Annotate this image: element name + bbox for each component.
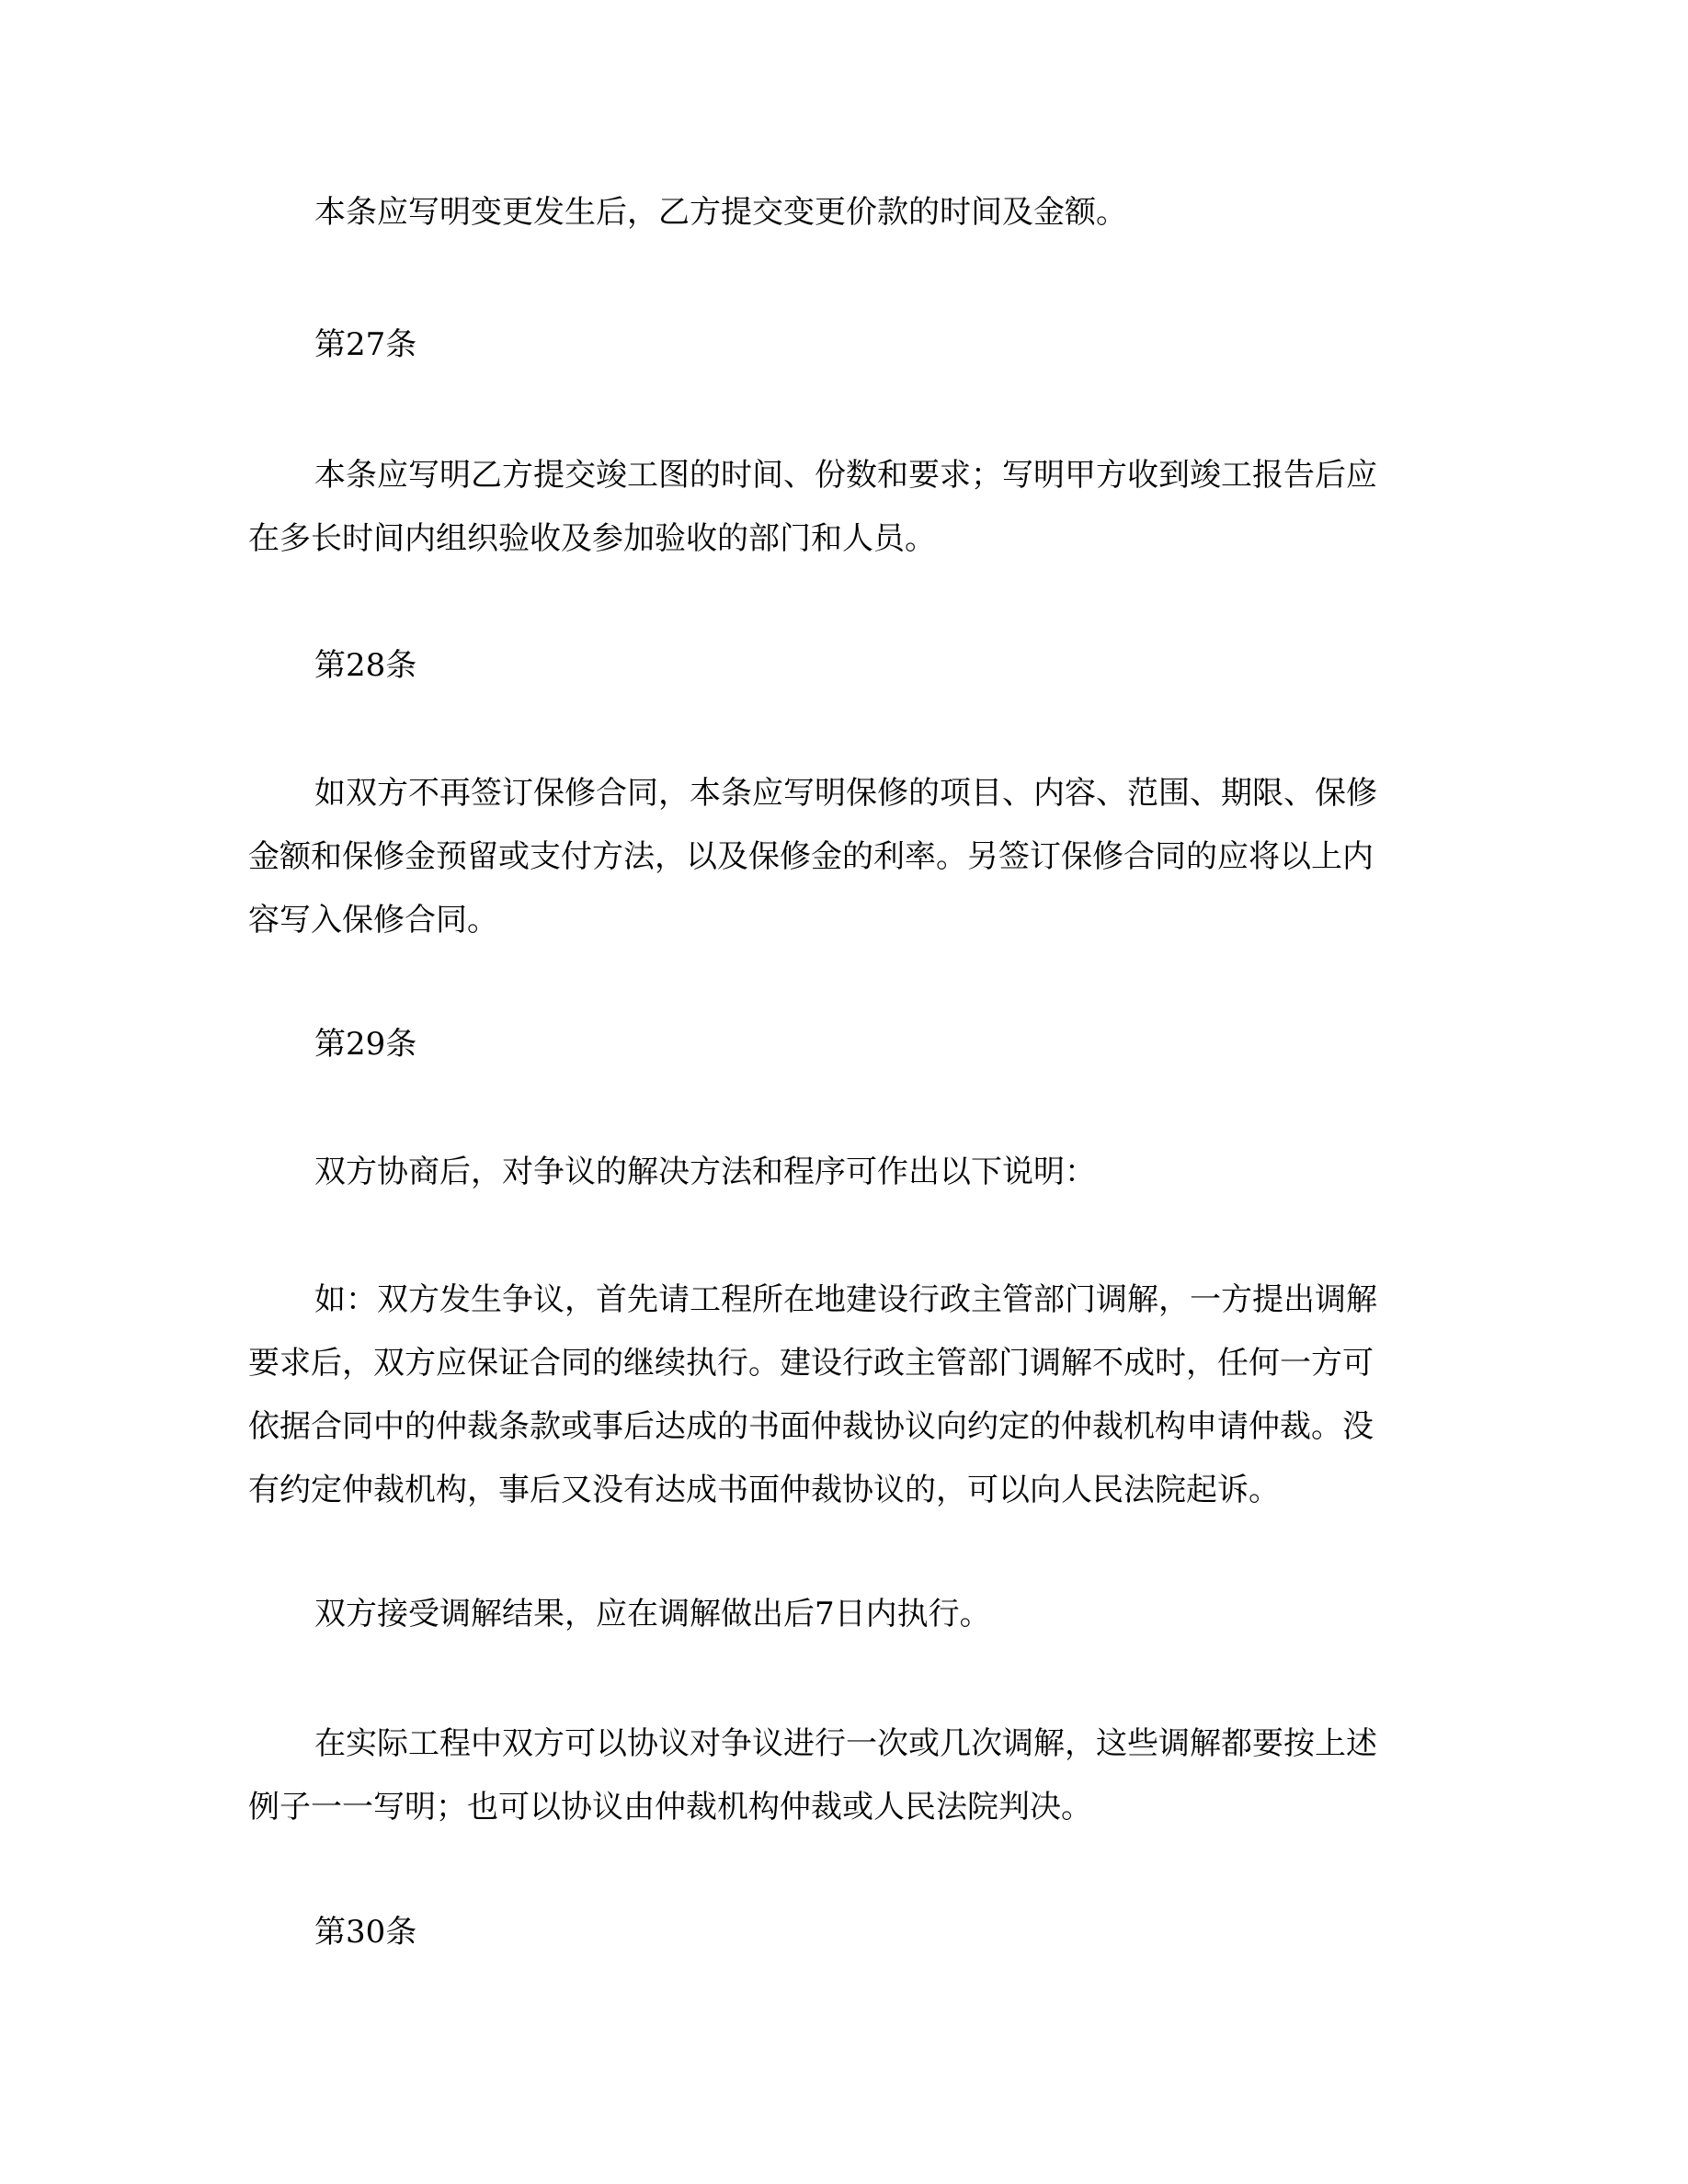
text-line: 双方接受调解结果，应在调解做出后7日内执行。: [314, 1596, 991, 1632]
paragraph-mediation-practice: [248, 1712, 1434, 1839]
text-line: 有约定仲裁机构，事后又没有达成书面仲裁协议的，可以向人民法院起诉。: [248, 1472, 1280, 1508]
paragraph-change-price: [248, 181, 1434, 245]
text-line: 本条应写明变更发生后，乙方提交变更价款的时间及金额。: [314, 194, 1127, 231]
article-heading-29: [248, 1013, 1434, 1076]
text-line: 第28条: [314, 647, 417, 684]
paragraph-mediation-result: [248, 1583, 1434, 1646]
text-line: 如双方不再签订保修合同，本条应写明保修的项目、内容、范围、期限、保修: [314, 775, 1377, 812]
article-heading-30: [248, 1901, 1434, 1964]
text-line: 例子一一写明；也可以协议由仲裁机构仲裁或人民法院判决。: [248, 1789, 1092, 1826]
text-line: 本条应写明乙方提交竣工图的时间、份数和要求；写明甲方收到竣工报告后应: [314, 457, 1377, 494]
text-line: 在多长时间内组织验收及参加验收的部门和人员。: [248, 520, 936, 557]
text-line: 金额和保修金预留或支付方法，以及保修金的利率。另签订保修合同的应将以上内: [248, 838, 1374, 875]
text-line: 如：双方发生争议，首先请工程所在地建设行政主管部门调解，一方提出调解: [314, 1281, 1377, 1318]
text-line: 第27条: [314, 326, 417, 363]
article-heading-27: [248, 313, 1434, 377]
text-line: 双方协商后，对争议的解决方法和程序可作出以下说明：: [314, 1154, 1096, 1190]
text-line: 第29条: [314, 1026, 417, 1063]
text-line: 在实际工程中双方可以协议对争议进行一次或几次调解，这些调解都要按上述: [314, 1725, 1377, 1762]
text-line: 要求后，双方应保证合同的继续执行。建设行政主管部门调解不成时，任何一方可: [248, 1345, 1374, 1382]
paragraph-completion-drawings: [248, 444, 1434, 571]
paragraph-dispute-example: [248, 1268, 1434, 1522]
text-line: 第30条: [314, 1914, 417, 1951]
article-heading-28: [248, 634, 1434, 698]
paragraph-warranty: [248, 762, 1434, 952]
text-line: 容写入保修合同。: [248, 902, 498, 938]
paragraph-dispute-intro: [248, 1141, 1434, 1204]
text-line: 依据合同中的仲裁条款或事后达成的书面仲裁协议向约定的仲裁机构申请仲裁。没: [248, 1408, 1374, 1445]
